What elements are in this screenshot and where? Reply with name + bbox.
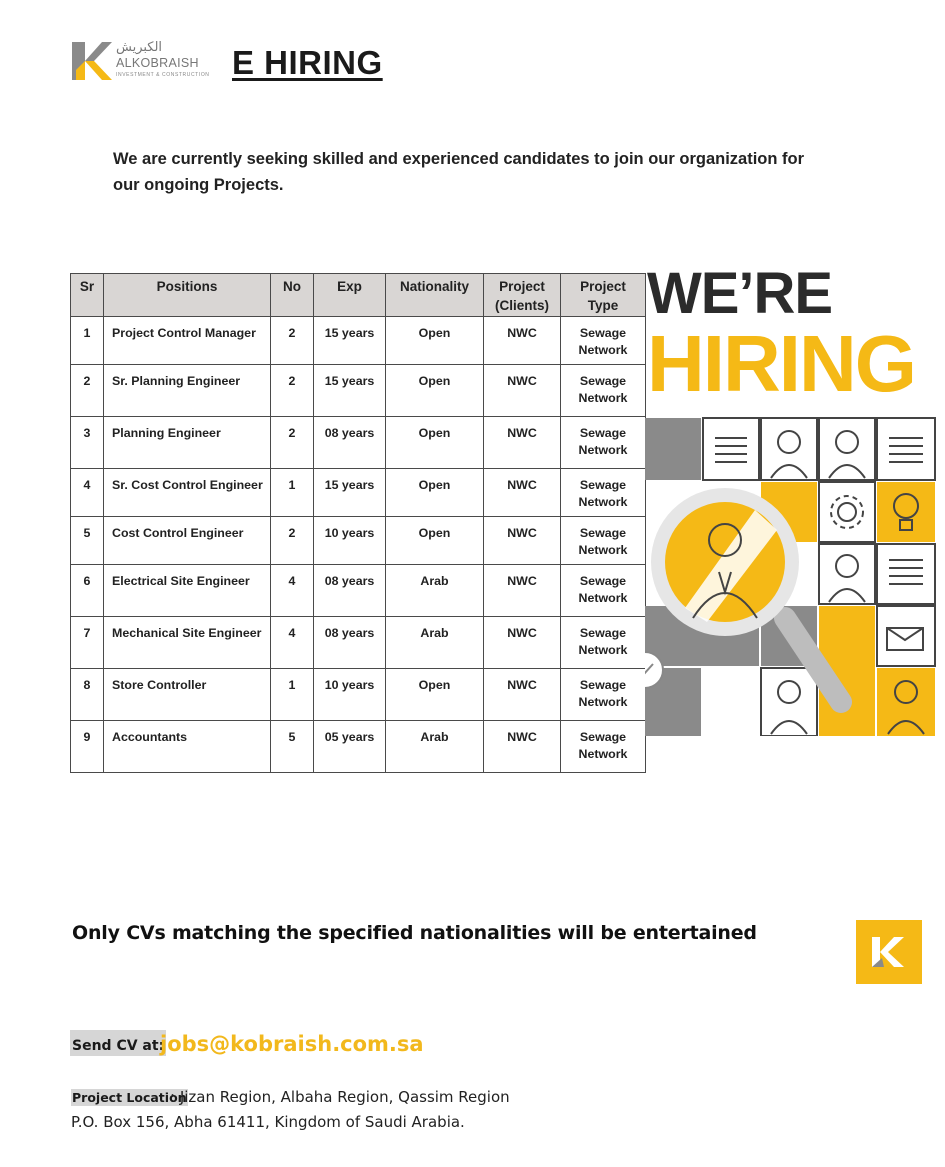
table-row <box>71 469 646 517</box>
postal-address: P.O. Box 156, Abha 61411, Kingdom of Saudi Arabia. <box>71 1113 465 1131</box>
logo-company-name: ALKOBRAISH <box>116 56 199 70</box>
header-no: No <box>271 274 314 317</box>
project-location-label: Project Location <box>72 1090 187 1105</box>
table-row <box>71 721 646 773</box>
cell-sr: 5 <box>71 517 104 565</box>
cell-exp: 08 years <box>314 565 386 617</box>
table-row <box>71 565 646 617</box>
header-clients-line2: (Clients) <box>495 298 549 313</box>
cell-no: 4 <box>271 617 314 669</box>
cell-no: 2 <box>271 317 314 365</box>
cell-exp: 10 years <box>314 669 386 721</box>
graphic-hiring-text: HIRING <box>647 319 915 408</box>
cell-nationality: Arab <box>386 721 484 773</box>
cell-position: Accountants <box>104 721 271 773</box>
table-row <box>71 617 646 669</box>
cell-position: Sr. Cost Control Engineer <box>104 469 271 517</box>
cell-sr: 8 <box>71 669 104 721</box>
nationality-note: Only CVs matching the specified nationalities will be entertained <box>72 922 757 944</box>
cell-nationality: Open <box>386 365 484 417</box>
cell-nationality: Arab <box>386 617 484 669</box>
cell-client: NWC <box>484 417 561 469</box>
contact-email-link[interactable]: jobs@kobraish.com.sa <box>160 1032 424 1056</box>
cell-no: 4 <box>271 565 314 617</box>
cell-exp: 15 years <box>314 317 386 365</box>
cell-nationality: Open <box>386 317 484 365</box>
intro-paragraph: We are currently seeking skilled and experienced candidates to join our organization for our ongoing Projects. <box>113 150 805 194</box>
cell-position: Mechanical Site Engineer <box>104 617 271 669</box>
cell-nationality: Open <box>386 517 484 565</box>
cell-position: Project Control Manager <box>104 317 271 365</box>
page-title: E HIRING <box>232 44 383 81</box>
project-location-value: : Jizan Region, Albaha Region, Qassim Region <box>170 1088 510 1106</box>
cell-exp: 08 years <box>314 617 386 669</box>
cell-exp: 10 years <box>314 517 386 565</box>
cell-nationality: Open <box>386 417 484 469</box>
cell-no: 5 <box>271 721 314 773</box>
cell-position: Cost Control Engineer <box>104 517 271 565</box>
header-exp: Exp <box>314 274 386 317</box>
header-sr: Sr <box>71 274 104 317</box>
cell-type: Sewage Network <box>561 317 646 365</box>
cell-exp: 08 years <box>314 417 386 469</box>
cell-no: 2 <box>271 365 314 417</box>
cell-client: NWC <box>484 617 561 669</box>
logo-tagline: INVESTMENT & CONSTRUCTION <box>116 72 210 78</box>
cell-client: NWC <box>484 565 561 617</box>
cell-client: NWC <box>484 469 561 517</box>
header-project-type <box>561 274 646 317</box>
cell-client: NWC <box>484 517 561 565</box>
company-badge-icon <box>856 920 922 984</box>
cell-no: 2 <box>271 517 314 565</box>
cell-client: NWC <box>484 317 561 365</box>
cell-type: Sewage Network <box>561 417 646 469</box>
cell-sr: 3 <box>71 417 104 469</box>
cell-client: NWC <box>484 669 561 721</box>
cell-client: NWC <box>484 365 561 417</box>
header-type-line2: Type <box>587 298 619 313</box>
cell-type: Sewage Network <box>561 469 646 517</box>
table-row <box>71 517 646 565</box>
cell-sr: 9 <box>71 721 104 773</box>
cell-exp: 15 years <box>314 469 386 517</box>
header-positions: Positions <box>104 274 271 317</box>
cell-nationality: Open <box>386 469 484 517</box>
graphic-were-text: WE’RE <box>647 261 833 326</box>
cell-position: Store Controller <box>104 669 271 721</box>
cell-exp: 15 years <box>314 365 386 417</box>
cell-sr: 4 <box>71 469 104 517</box>
cell-nationality: Open <box>386 669 484 721</box>
cell-exp: 05 years <box>314 721 386 773</box>
header-clients-line1: Project <box>499 279 545 294</box>
cell-sr: 7 <box>71 617 104 669</box>
cell-sr: 6 <box>71 565 104 617</box>
cell-no: 1 <box>271 469 314 517</box>
table-row <box>71 669 646 721</box>
table-row <box>71 365 646 417</box>
table-row <box>71 417 646 469</box>
cell-type: Sewage Network <box>561 669 646 721</box>
cell-position: Electrical Site Engineer <box>104 565 271 617</box>
header-project-clients <box>484 274 561 317</box>
cell-no: 2 <box>271 417 314 469</box>
cell-type: Sewage Network <box>561 721 646 773</box>
positions-table <box>70 273 646 773</box>
logo-arabic-name: الكبريش <box>116 40 163 55</box>
cell-client: NWC <box>484 721 561 773</box>
cell-type: Sewage Network <box>561 365 646 417</box>
cell-type: Sewage Network <box>561 517 646 565</box>
cell-sr: 1 <box>71 317 104 365</box>
cell-sr: 2 <box>71 365 104 417</box>
hiring-illustration-icon <box>645 412 939 736</box>
table-header-row <box>71 274 646 317</box>
cell-type: Sewage Network <box>561 617 646 669</box>
cell-type: Sewage Network <box>561 565 646 617</box>
table-row <box>71 317 646 365</box>
header-nationality: Nationality <box>386 274 484 317</box>
send-cv-label: Send CV at: <box>70 1030 166 1056</box>
cell-no: 1 <box>271 669 314 721</box>
cell-position: Planning Engineer <box>104 417 271 469</box>
header-type-line1: Project <box>580 279 626 294</box>
cell-position: Sr. Planning Engineer <box>104 365 271 417</box>
cell-nationality: Arab <box>386 565 484 617</box>
